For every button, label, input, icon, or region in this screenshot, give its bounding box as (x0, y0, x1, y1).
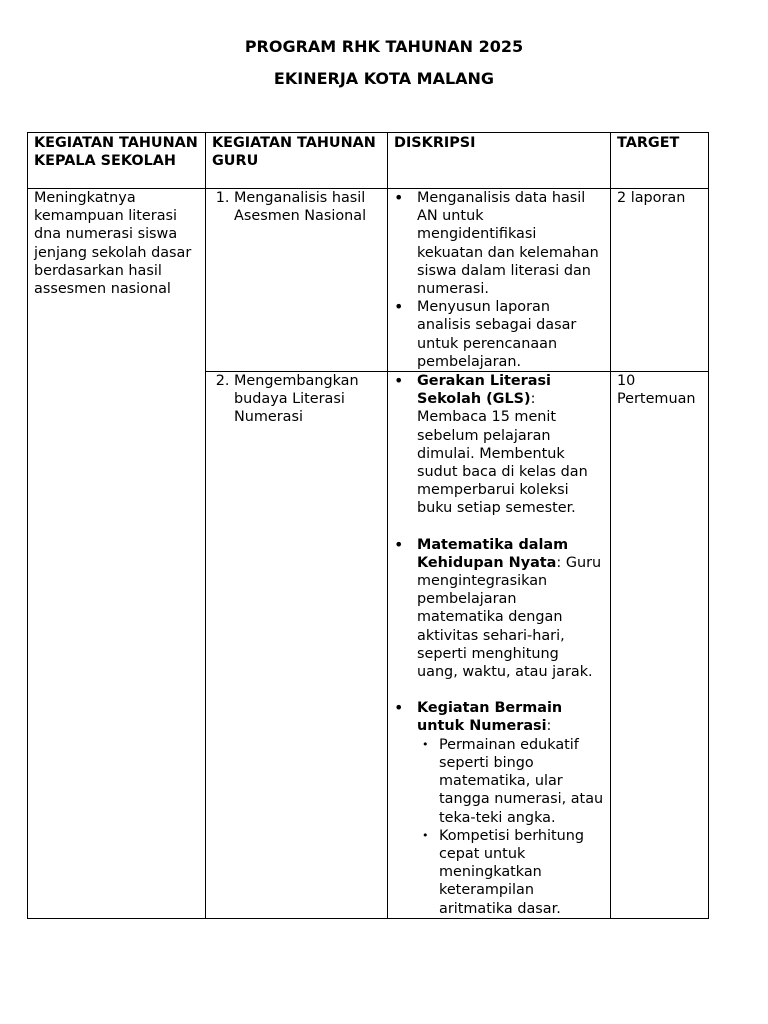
description-item: • Kegiatan Bermain untuk Numerasi: • Permainan edukatif seperti bingo matematika, ular tangga numerasi, atau teka-teki angka. • Kompetisi berhitung cepat untuk meningkatkan keterampilan aritmatika dasar. (417, 699, 604, 917)
document-title: PROGRAM RHK TAHUNAN 2025 (244, 37, 524, 56)
description-heading: Gerakan Literasi Sekolah (GLS) (417, 373, 551, 408)
description-text: Membaca 15 menit sebelum pelajaran dimulai. Membentuk sudut baca di kelas dan memperbarui koleksi buku setiap semester. (417, 409, 588, 517)
header-target: TARGET (611, 133, 709, 189)
header-diskripsi: DISKRIPSI (388, 133, 611, 189)
cell-target: 2 laporan (611, 189, 709, 372)
header-guru: KEGIATAN TAHUNAN GURU (206, 133, 388, 189)
description-item: • Matematika dalam Kehidupan Nyata: Guru mengintegrasikan pembelajaran matematika dengan aktivitas sehari-hari, seperti menghitung uang, waktu, atau jarak. (417, 536, 604, 682)
activity-item: 1. Menganalisis hasil Asesmen Nasional (234, 189, 381, 225)
cell-target: 10 Pertemuan (611, 372, 709, 919)
activity-item: 2. Mengembangkan budaya Literasi Numerasi (234, 372, 381, 427)
description-list (394, 372, 604, 918)
cell-guru (206, 189, 388, 372)
description-item: • Menyusun laporan analisis sebagai dasar untuk perencanaan pembelajaran. (417, 298, 604, 371)
cell-deskripsi (388, 372, 611, 919)
description-heading: Kegiatan Bermain untuk Numerasi (417, 700, 563, 735)
description-sublist (417, 736, 604, 918)
description-item: • Menganalisis data hasil AN untuk mengidentifikasi kekuatan dan kelemahan siswa dalam literasi dan numerasi. (417, 189, 604, 298)
activity-list (212, 372, 381, 427)
cell-guru (206, 372, 388, 919)
rhk-table (27, 132, 709, 919)
table-row (28, 189, 709, 372)
table-header-row (28, 133, 709, 189)
description-item: • Gerakan Literasi Sekolah (GLS): Membaca 15 menit sebelum pelajaran dimulai. Membentuk sudut baca di kelas dan memperbarui koleksi buku setiap semester. (417, 372, 604, 518)
description-list (394, 189, 604, 371)
activity-list (212, 189, 381, 225)
description-text: Guru mengintegrasikan pembelajaran matematika dengan aktivitas sehari-hari, seperti menghitung uang, waktu, atau jarak. (417, 554, 602, 681)
document-subtitle: EKINERJA KOTA MALANG (273, 69, 495, 88)
header-kepala-sekolah: KEGIATAN TAHUNAN KEPALA SEKOLAH (28, 133, 206, 189)
description-heading: Matematika dalam Kehidupan Nyata (417, 536, 569, 571)
description-subitem: • Permainan edukatif seperti bingo matematika, ular tangga numerasi, atau teka-teki angka. (439, 736, 604, 827)
description-subitem: • Kompetisi berhitung cepat untuk meningkatkan keterampilan aritmatika dasar. (439, 827, 604, 918)
cell-deskripsi (388, 189, 611, 372)
cell-kepala-sekolah: Meningkatnya kemampuan literasi dna numerasi siswa jenjang sekolah dasar berdasarkan hasil assesmen nasional (28, 189, 206, 919)
